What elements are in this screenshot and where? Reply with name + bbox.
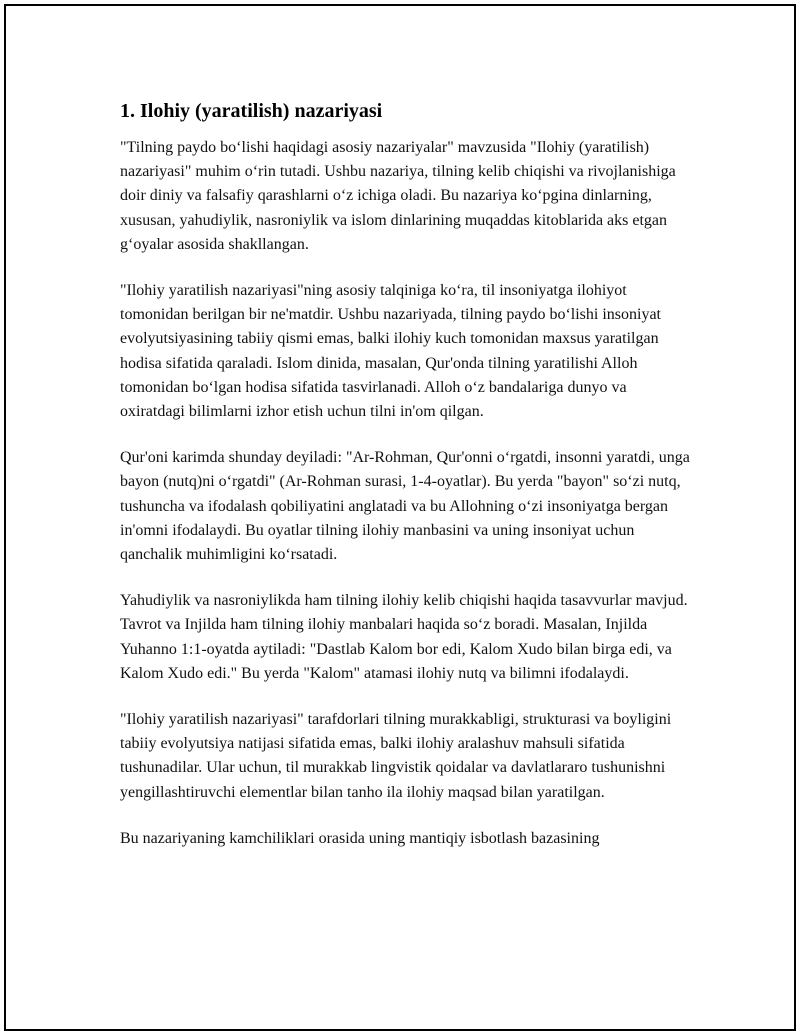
section-heading: 1. Ilohiy (yaratilish) nazariyasi [120, 100, 383, 122]
paragraph-supporters: "Ilohiy yaratilish nazariyasi" tarafdorlari tilning murakkabligi, strukturasi va boyligini tabiiy evolyutsiya natijasi sifatida emas, balki ilohiy aralashuv mahsuli sifatida tushunadilar. Ular uchun, til murakkab lingvistik qoidalar va davlatlararo tushunishni yengillashtiruvchi elementlar bilan tanho ila ilohiy maqsad bilan yaratilgan. [120, 711, 672, 801]
paragraph-interpretation: "Ilohiy yaratilish nazariyasi"ning asosiy talqiniga ko‘ra, til insoniyatga ilohiyot tomonidan berilgan bir ne'matdir. Ushbu nazariyada, tilning paydo bo‘lishi insoniyat evolyutsiyasining tabiiy qismi emas, balki ilohiy kuch tomonidan maxsus yaratilgan hodisa sifatida qaraladi. Islom dinida, masalan, Qur'onda tilning yaratilishi Alloh tomonidan bo‘lgan hodisa sifatida tasvirlanadi. Alloh o‘z bandalariga dunyo va oxiratdagi bilimlarni izhor etish uchun tilni in'om qilgan. [120, 282, 661, 421]
paragraph-quran-quote: Qur'oni karimda shunday deyiladi: "Ar-Rohman, Qur'onni o‘rgatdi, insonni yaratdi, unga bayon (nutq)ni o‘rgatdi" (Ar-Rohman surasi, 1-4-oyatlar). Bu yerda "bayon" so‘zi nutq, tushuncha va ifodalash qobiliyatini anglatadi va bu Allohning o‘zi insoniyatga bergan in'omni ifodalaydi. Bu oyatlar tilning ilohiy manbasini va uning insoniyat uchun qanchalik muhimligini ko‘rsatadi. [120, 449, 690, 564]
document-body [120, 98, 690, 873]
paragraph-intro: "Tilning paydo bo‘lishi haqidagi asosiy nazariyalar" mavzusida "Ilohiy (yaratilish) nazariyasi" muhim o‘rin tutadi. Ushbu nazariya, tilning kelib chiqishi va rivojlanishiga doir diniy va falsafiy qarashlarni o‘z ichiga oladi. Bu nazariya ko‘pgina dinlarning, xususan, yahudiylik, nasroniylik va islom dinlarining muqaddas kitoblarida aks etgan g‘oyalar asosida shakllangan. [120, 139, 676, 253]
paragraph-shortcomings: Bu nazariyaning kamchiliklari orasida uning mantiqiy isbotlash bazasining [120, 829, 600, 847]
paragraph-judaism-christianity: Yahudiylik va nasroniylikda ham tilning ilohiy kelib chiqishi haqida tasavvurlar mavjud. Tavrot va Injilda ham tilning ilohiy manbalari haqida so‘z boradi. Masalan, Injilda Yuhanno 1:1-oyatda aytiladi: "Dastlab Kalom bor edi, Kalom Xudo bilan birga edi, va Kalom Xudo edi." Bu yerda "Kalom" atamasi ilohiy nutq va bilimni ifodalaydi. [120, 592, 688, 682]
document-page [4, 4, 796, 1031]
